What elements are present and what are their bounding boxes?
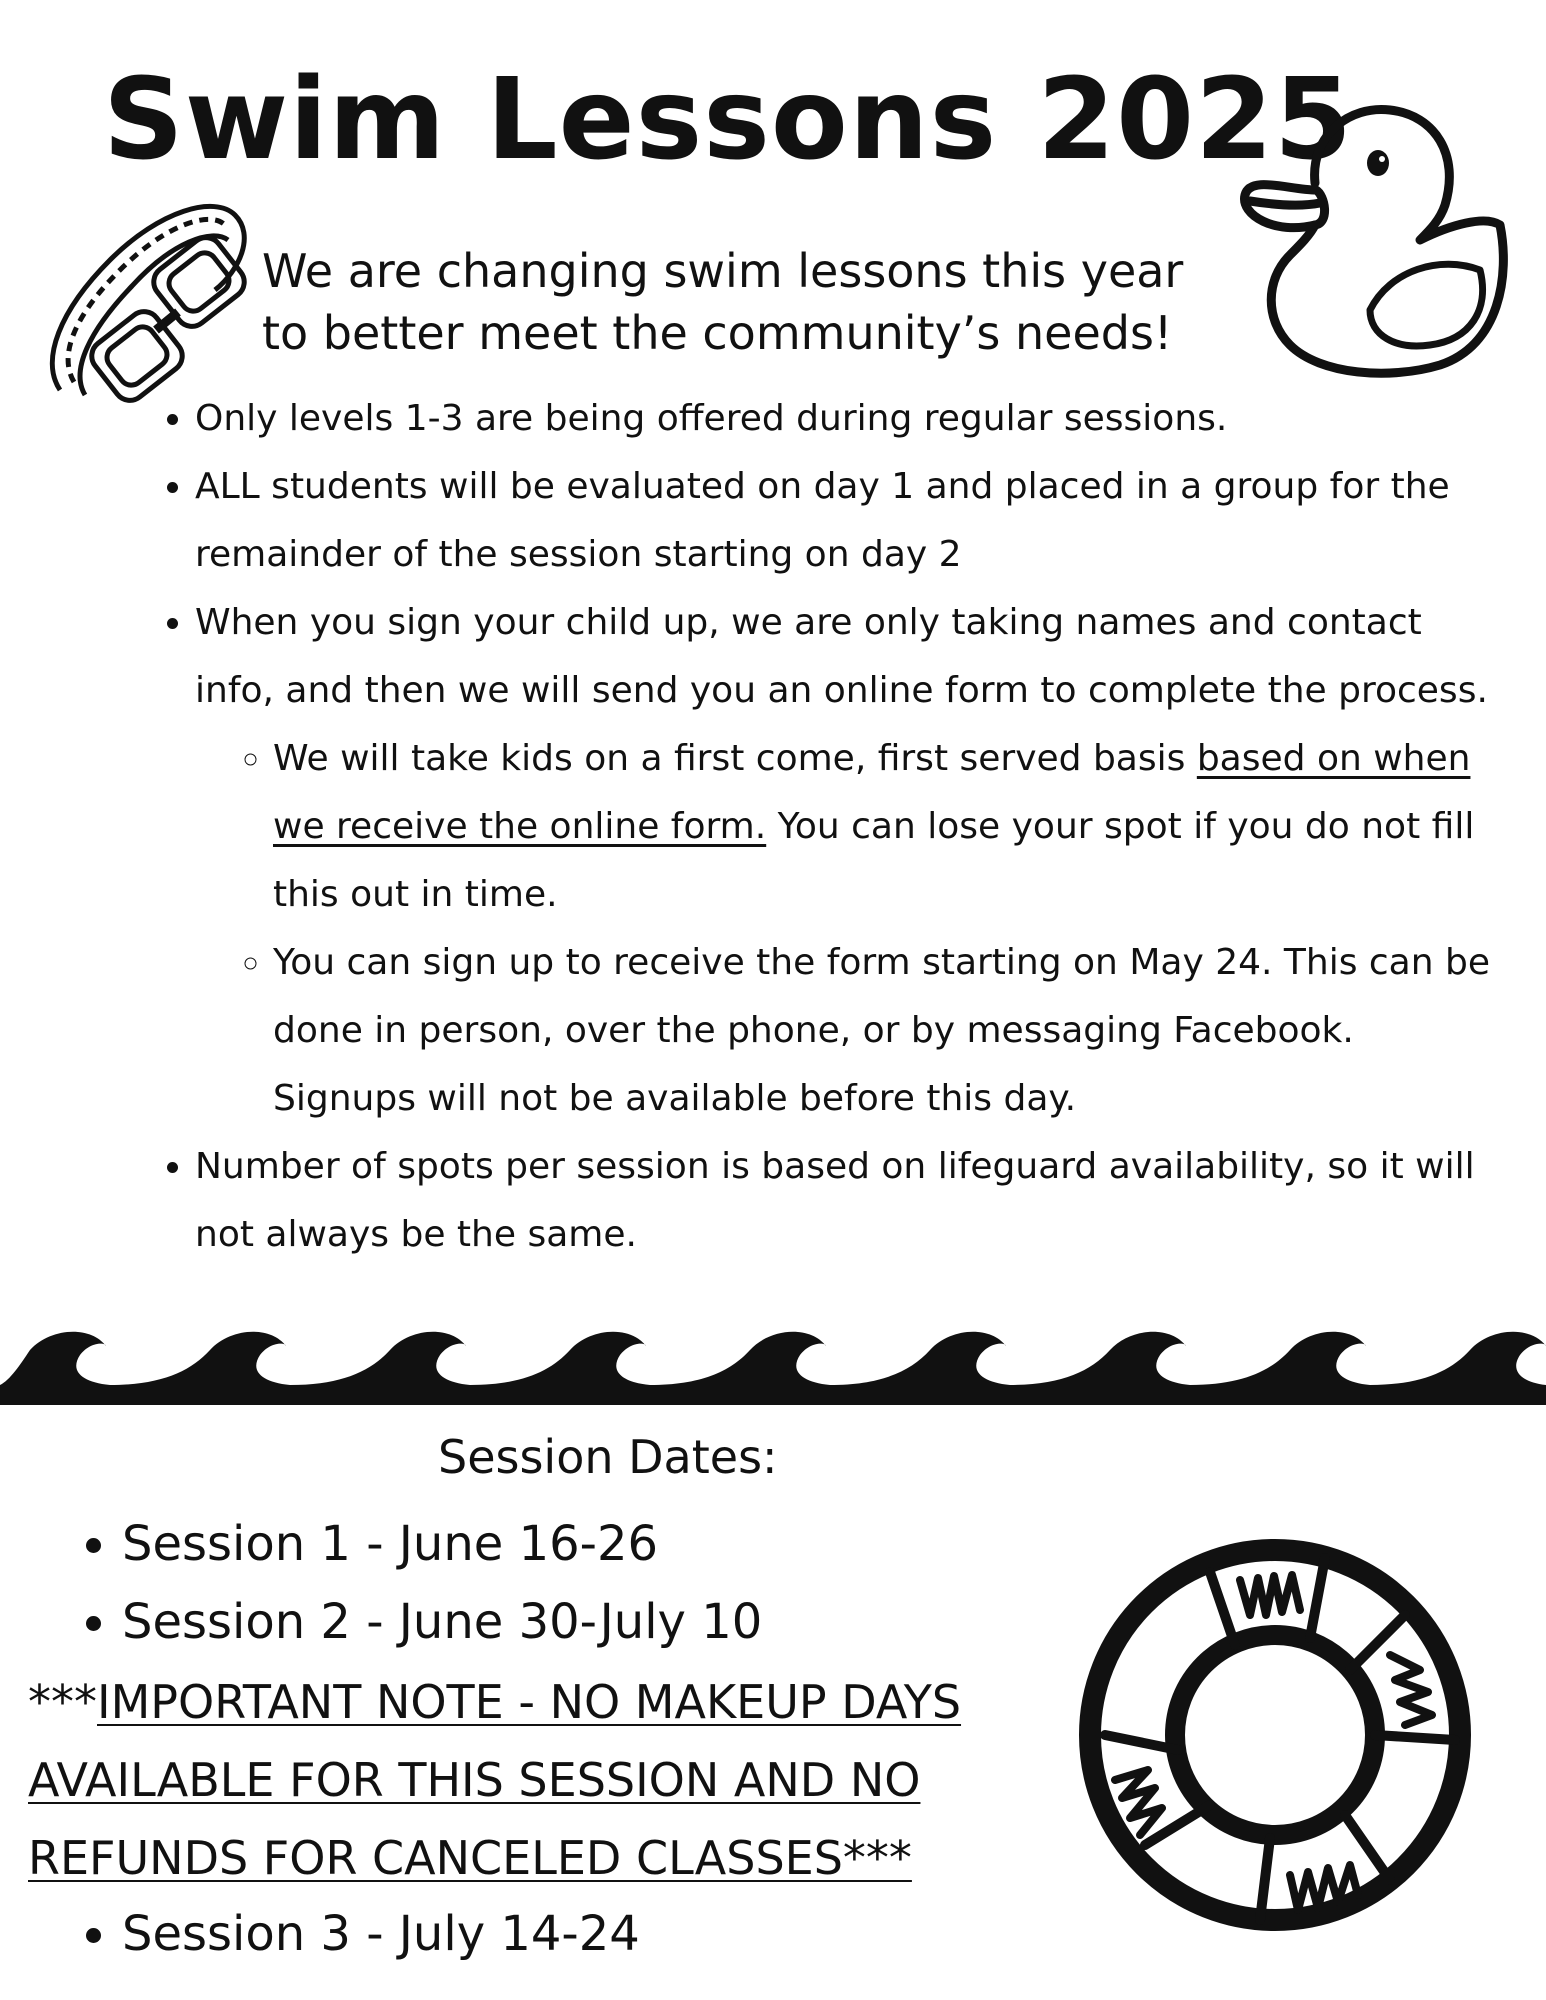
session-list <box>30 1505 1022 1661</box>
session-3: Session 3 - July 14-24 <box>122 1906 640 1962</box>
bullet-levels: Only levels 1-3 are being offered during regular sessions. <box>195 398 1228 439</box>
bullet-evaluation: ALL students will be evaluated on day 1 and placed in a group for the remainder of the session starting on day 2 <box>195 466 1450 575</box>
waves-divider <box>0 1310 1546 1400</box>
info-list <box>150 385 1495 1269</box>
session-dates-heading: Session Dates: <box>438 1430 778 1484</box>
list-item <box>122 1505 1022 1583</box>
underlined-text: based on when we receive the online form. <box>273 738 1471 847</box>
list-item <box>195 589 1495 1133</box>
note-prefix: *** <box>28 1675 97 1729</box>
list-item <box>273 929 1495 1133</box>
sub-bullet-form-date: You can sign up to receive the form starting on May 24. This can be done in person, over the phone, or by messaging Facebook. Signups will not be available before this day. <box>273 942 1491 1119</box>
session-list-2 <box>30 1895 1022 1973</box>
list-item <box>195 1133 1495 1269</box>
list-item <box>122 1583 1022 1661</box>
rubber-duck-icon <box>1220 95 1520 385</box>
note-text: IMPORTANT NOTE - NO MAKEUP DAYS AVAILABLE FOR THIS SESSION AND NO REFUNDS FOR CANCELED CLASSES*** <box>28 1675 962 1885</box>
session-1: Session 1 - June 16-26 <box>122 1516 659 1572</box>
sub-bullet-lose-spot: You can lose your spot if you do not fill this out in time. <box>273 806 1475 915</box>
signup-sub-list <box>195 725 1495 1133</box>
important-note <box>28 1663 1048 1897</box>
life-ring-icon <box>1060 1520 1490 1950</box>
page-title: Swim Lessons 2025 <box>103 55 1353 185</box>
list-item <box>273 725 1495 929</box>
session-2: Session 2 - June 30-July 10 <box>122 1594 763 1650</box>
bullet-signup: When you sign your child up, we are only taking names and contact info, and then we will send you an online form to complete the process. <box>195 602 1488 711</box>
list-item <box>122 1895 1022 1973</box>
sub-bullet-first-come: We will take kids on a first come, first served basis <box>273 738 1197 779</box>
list-item <box>195 453 1495 589</box>
list-item <box>195 385 1495 453</box>
intro-text: We are changing swim lessons this year to better meet the community’s needs! <box>262 244 1184 360</box>
bullet-spots: Number of spots per session is based on lifeguard availability, so it will not always be the same. <box>195 1146 1475 1255</box>
